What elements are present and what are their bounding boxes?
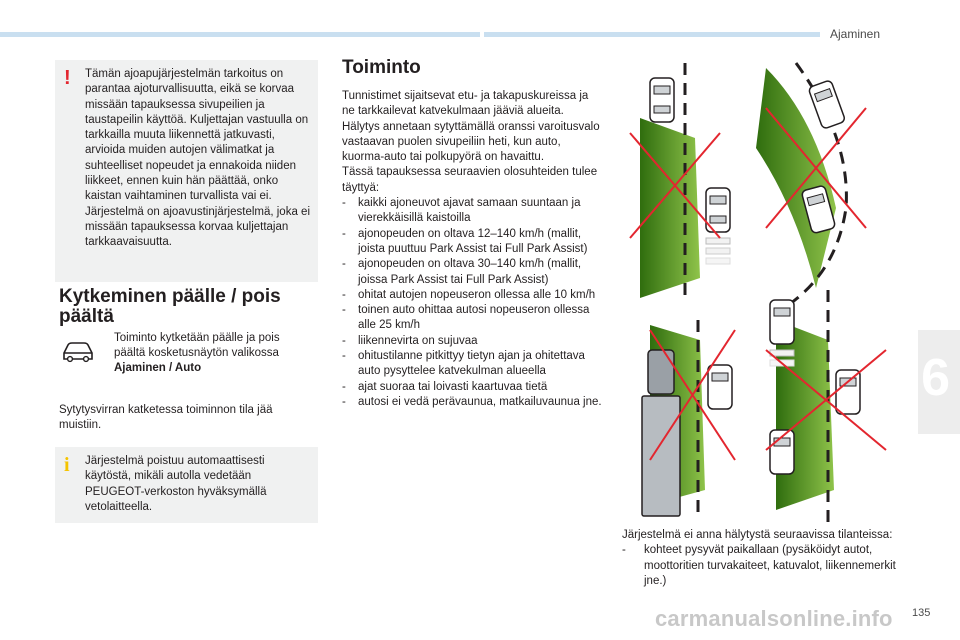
list-dash: - [342, 380, 346, 393]
list-dash: - [342, 227, 346, 240]
truck-icon [642, 350, 680, 516]
function-intro: Tunnistimet sijaitsevat etu- ja takapuskureissa ja ne tarkkailevat katvekulmaan jääviä alueita. Hälytys annetaan sytyttämällä oranssi varoitusvalo vastaavan puolen sivupeiliin heti, kun auto, kuorma-auto tai polkupyörä on havaittu. [342, 90, 600, 164]
list-item-text: ajonopeuden on oltava 12–140 km/h (mallit, joista puuttuu Park Assist tai Full Park Assist) [358, 227, 588, 255]
list-dash: - [342, 334, 346, 347]
list-dash: - [342, 288, 346, 301]
watermark: carmanualsonline.info [655, 606, 893, 631]
list-item-text: ohitustilanne pitkittyy tietyn ajan ja ohitettava auto pysyttelee katvekulman alueella [358, 350, 585, 378]
conditions-intro: Tässä tapauksessa seuraavien olosuhteiden tulee täyttyä: [342, 166, 598, 194]
no-alert-section [622, 528, 902, 589]
list-item-text: liikennevirta on sujuvaa [358, 334, 478, 347]
warning-note-text: Tämän ajoapujärjestelmän tarkoitus on parantaa ajoturvallisuutta, eikä se korvaa missään tapauksessa sivupeilien ja taustapeilin käyttöä. Kuljettajan vastuulla on tarkkailla muuta liikennettä jatkuvasti, arvioida muiden autojen välimatkat ja suhteelliset nopeudet ja ennakoida niiden liikkeet, ennen kuin hän päättää, onko kaistan vaihtaminen turvallista vai ei. Järjestelmä on ajoavustinjärjestelmä, joka ei missään tapauksessa korvaa kuljettajan tarkkaavaisuutta. [85, 68, 310, 249]
list-item [342, 349, 604, 380]
list-dash: - [342, 395, 346, 408]
own-car-icon [708, 365, 732, 409]
list-item [342, 227, 604, 258]
chapter-number: 6 [921, 349, 950, 407]
conditions-list [342, 196, 604, 410]
list-item-text: toinen auto ohittaa autosi nopeuseron ollessa alle 25 km/h [358, 304, 590, 332]
page-number: 135 [912, 607, 931, 619]
no-alert-intro: Järjestelmä ei anna hälytystä seuraavissa tilanteissa: [622, 529, 893, 541]
info-note [55, 447, 318, 523]
access-instructions [114, 331, 314, 376]
list-item-text: ajat suoraa tai loivasti kaartuvaa tietä [358, 380, 548, 393]
diagram-truck [610, 320, 750, 525]
function-heading: Toiminto [342, 57, 421, 78]
list-item-text: autosi ei vedä perävaunua, matkailuvaunua jne. [358, 395, 602, 408]
function-body [342, 89, 604, 410]
diagram-stationary [756, 290, 896, 525]
header-bar-right [484, 32, 820, 37]
access-text: Toiminto kytketään päälle ja pois päältä kosketusnäytön valikossa [114, 332, 280, 359]
list-item [342, 334, 604, 349]
list-item [622, 543, 902, 589]
list-item [342, 380, 604, 395]
list-item [342, 257, 604, 288]
list-dash: - [342, 258, 346, 271]
on-off-heading: Kytkeminen päälle / pois päältä [59, 286, 281, 327]
list-item-text: kaikki ajoneuvot ajavat samaan suuntaan ja vierekkäisillä kaistoilla [358, 197, 581, 225]
menu-path: Ajaminen / Auto [114, 362, 202, 374]
warning-note [55, 60, 318, 282]
list-item [342, 288, 604, 303]
no-alert-list [622, 543, 902, 589]
detection-zone [640, 118, 700, 298]
diagram-overtaking-left [610, 58, 750, 303]
list-item [342, 303, 604, 334]
vehicle-icon [650, 78, 674, 122]
vehicle-icon [808, 80, 846, 130]
list-dash: - [342, 304, 346, 317]
section-title: Ajaminen [830, 27, 881, 41]
own-car-icon [836, 370, 860, 414]
list-item-text: kohteet pysyvät paikallaan (pysäköidyt autot, moottoritien turvakaiteet, katuvalot, liikennemerkit jne.) [644, 544, 896, 587]
list-item-text: ajonopeuden on oltava 30–140 km/h (mallit, joissa Park Assist tai Full Park Assist) [358, 258, 582, 286]
list-dash: - [622, 544, 626, 557]
info-icon: i [64, 454, 70, 476]
memory-text: Sytytysvirran katketessa toiminnon tila jää muistiin. [59, 404, 273, 431]
detection-zone [776, 320, 834, 510]
list-item [342, 395, 604, 410]
exclamation-icon: ! [64, 67, 71, 89]
car-settings-icon [60, 339, 96, 363]
list-item-text: ohitat autojen nopeuseron ollessa alle 10 km/h [358, 288, 596, 301]
list-item [342, 196, 604, 227]
list-dash: - [342, 197, 346, 210]
info-note-text: Järjestelmä poistuu automaattisesti käytöstä, mikäli autolla vedetään PEUGEOT-verkoston hyväksymällä vetolaitteella. [85, 455, 267, 513]
header-bar [0, 32, 480, 37]
list-dash: - [342, 350, 346, 363]
diagram-curved-road [756, 58, 896, 318]
